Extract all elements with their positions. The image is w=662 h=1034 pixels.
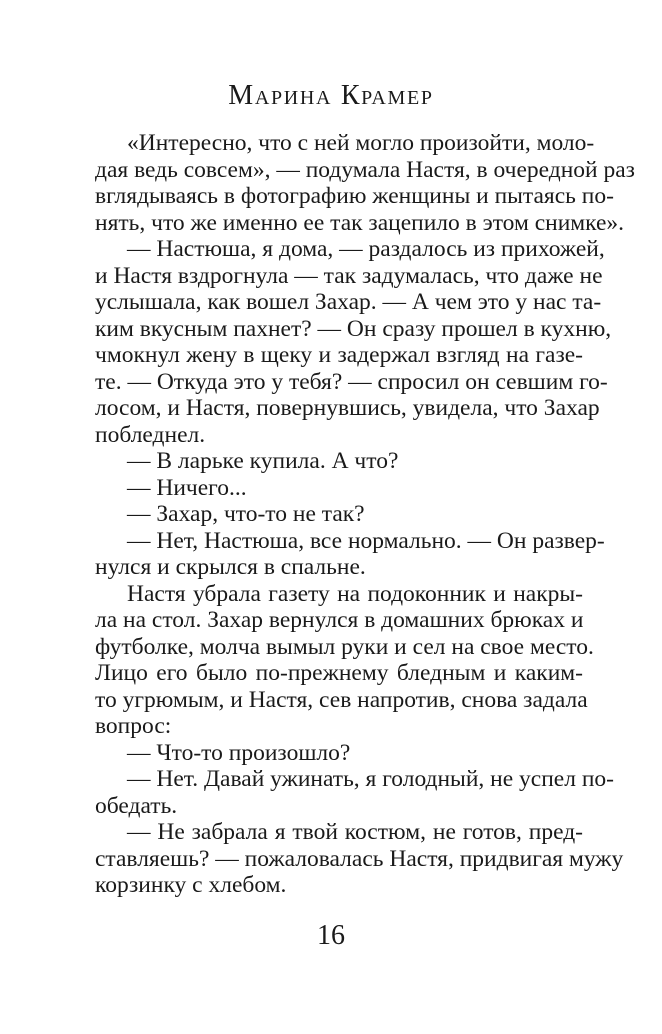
- text-line: лосом, и Настя, повернувшись, увидела, что Захар: [95, 395, 600, 421]
- text-line: обедать.: [95, 792, 178, 819]
- text-line: Настя убрала газету на подоконник и накры-: [127, 580, 583, 607]
- text-line: — Не забрала я твой костюм, не готов, пред-: [127, 819, 583, 845]
- paragraph: [95, 130, 635, 236]
- text-line: услышала, как вошел Захар. — А чем это у нас та-: [95, 289, 602, 315]
- running-header-author: Марина Крамер: [228, 80, 434, 111]
- paragraph: [95, 475, 583, 502]
- body-text: [95, 130, 635, 899]
- paragraph: [95, 819, 624, 899]
- text-line: вопрос:: [95, 713, 172, 739]
- text-line: ставляешь? — пожаловалась Настя, придвигая мужу: [95, 845, 624, 872]
- text-line: нулся и скрылся в спальне.: [95, 554, 366, 580]
- text-line: дая ведь совсем», — подумала Настя, в очередной раз: [95, 156, 635, 183]
- page-number: 16: [317, 920, 345, 951]
- text-line: побледнел.: [95, 421, 206, 448]
- text-line: Лицо его было по-прежнему бледным и каким-: [95, 660, 583, 686]
- text-line: — Захар, что-то не так?: [127, 501, 365, 527]
- text-line: корзинку с хлебом.: [95, 872, 287, 898]
- text-line: и Настя вздрогнула — так задумалась, что даже не: [95, 262, 603, 289]
- text-line: чмокнул жену в щеку и задержал взгляд на газе-: [95, 342, 583, 368]
- paragraph: [95, 580, 594, 740]
- paragraph: [95, 740, 583, 767]
- text-line: — Что-то произошло?: [127, 739, 351, 766]
- text-line: — Ничего...: [127, 474, 247, 501]
- text-line: ким вкусным пахнет? — Он сразу прошел в кухню,: [95, 315, 612, 342]
- text-line: ла на стол. Захар вернулся в домашних брюках и: [95, 607, 584, 633]
- text-line: футболке, молча вымыл руки и сел на свое место.: [95, 633, 594, 660]
- text-line: «Интересно, что с ней могло произойти, моло-: [127, 130, 595, 156]
- paragraph: [95, 527, 605, 581]
- paragraph: [95, 448, 583, 475]
- text-line: — Нет. Давай ужинать, я голодный, не успел по-: [127, 766, 614, 792]
- text-line: вглядываясь в фотографию женщины и пытаясь по-: [95, 183, 614, 209]
- text-line: — В ларьке купила. А что?: [127, 448, 399, 474]
- text-line: — Нет, Настюша, все нормально. — Он развер-: [127, 527, 605, 554]
- text-line: — Настюша, я дома, — раздалось из прихожей,: [127, 236, 605, 262]
- text-line: то угрюмым, и Настя, сев напротив, снова задала: [95, 686, 588, 713]
- paragraph: [95, 766, 614, 819]
- paragraph: [95, 236, 612, 448]
- paragraph: [95, 501, 583, 528]
- text-line: те. — Откуда это у тебя? — спросил он севшим го-: [95, 368, 608, 395]
- text-line: нять, что же именно ее так зацепило в этом снимке».: [95, 209, 625, 236]
